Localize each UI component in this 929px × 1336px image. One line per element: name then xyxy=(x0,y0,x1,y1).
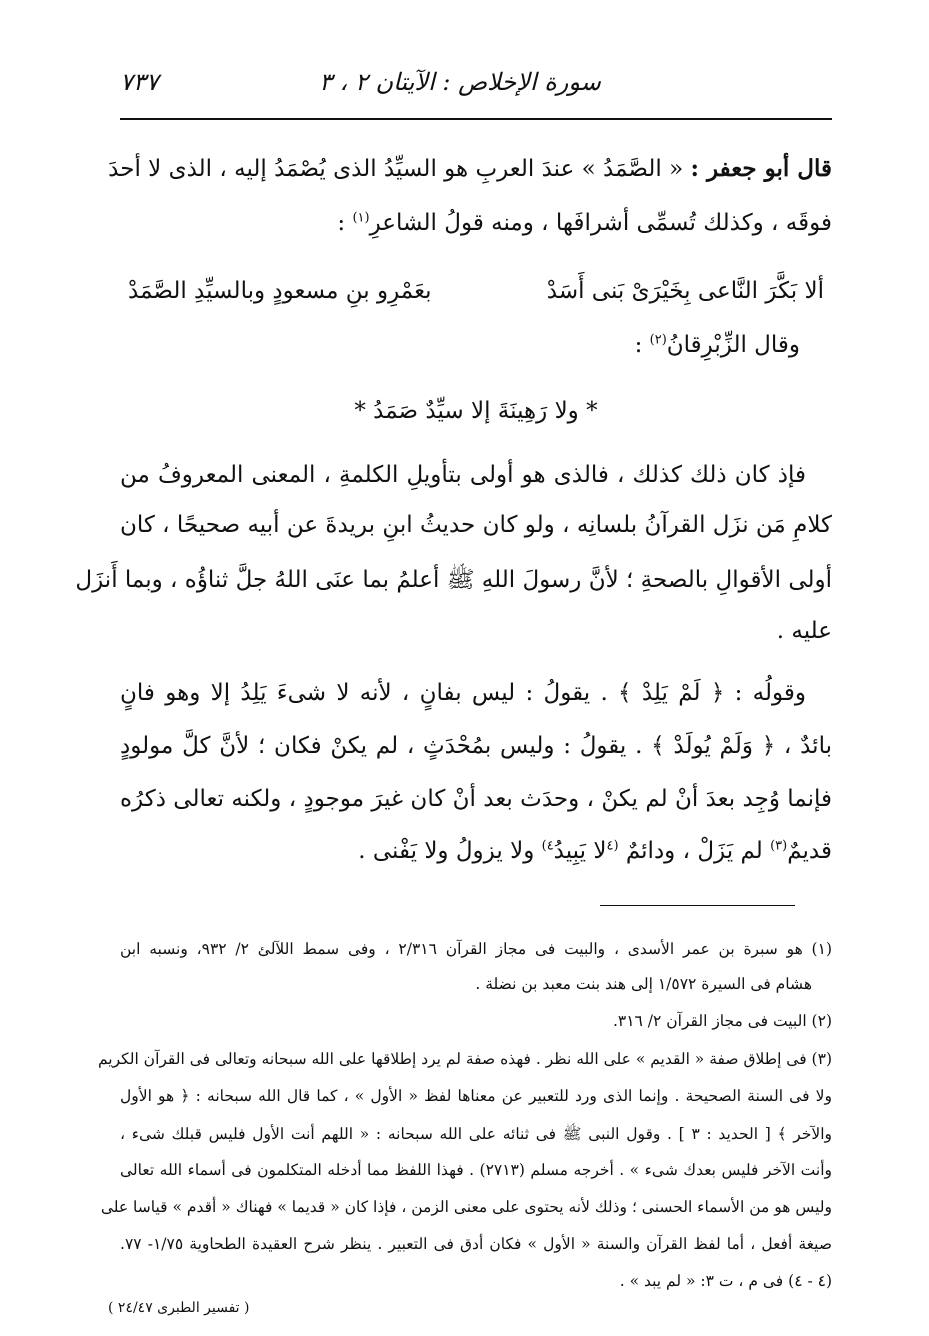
verse-hemistich-second: بعَمْرِو بنِ مسعودٍ وبالسيِّدِ الصَّمَدْ xyxy=(128,278,432,304)
body-line: عليه . xyxy=(776,618,832,644)
footnote-ref: (٣) xyxy=(770,838,788,854)
body-text: وقال الزِّبْرِقانُ xyxy=(666,332,800,358)
verse-hemistich-first: ألا بَكَّرَ النَّاعى بِخَيْرَىْ بَنى أَسَدْ xyxy=(546,278,824,304)
footnote-line: هشام فى السيرة ١/٥٧٢ إلى هند بنت معبد بن نضلة . xyxy=(475,975,812,993)
source-footer: ( تفسير الطبرى ٢٤/٤٧ ) xyxy=(108,1300,250,1316)
footnote-line: صيغة أفعل ، أما لفظ القرآن والسنة « الأول » فكان أدق فى التعبير . ينظر شرح العقيدة الطحاوية ١/٧٥- ٧٧. xyxy=(120,1235,833,1253)
running-header-title: سورة الإخلاص : الآيتان ٢ ، ٣ xyxy=(319,68,601,96)
body-text: : xyxy=(337,210,353,236)
page-number: ٧٣٧ xyxy=(120,68,159,96)
body-line xyxy=(108,155,832,182)
verse-line: * ولا رَهِينَةَ إلا سيِّدٌ صَمَدُ * xyxy=(354,398,598,424)
body-text: لا يَبِيدُ xyxy=(553,838,607,864)
footnote-line: (١) هو سبرة بن عمر الأسدى ، والبيت فى مجاز القرآن ٢/٣١٦ ، وفى سمط اللآلئ ٢/ ٩٣٢، ونسبه ابن xyxy=(120,940,832,958)
body-text: ولا يزولُ ولا يَفْنى . xyxy=(358,838,542,864)
footnote-line: (٣) فى إطلاق صفة « القديم » على الله نظر . فهذه صفة لم يرد إطلاقها على الله سبحانه وتعالى فى القرآن الكريم xyxy=(97,1050,832,1068)
footnote-line: (٤ - ٤) فى م ، ت ٣: « لم يبد » . xyxy=(619,1272,832,1290)
header-rule xyxy=(120,118,832,120)
body-line: كلامِ مَن نزَل القرآنُ بلسانِه ، ولو كان حديثُ ابنِ بريدةَ عن أبيه صحيحًا ، كان xyxy=(120,512,832,538)
footnote-ref: (٤ xyxy=(606,838,619,854)
footnote-ref: (٢) xyxy=(649,332,667,348)
body-line xyxy=(120,332,832,358)
footnote-line: وأنت الآخر فليس بعدك شىء » . أخرجه مسلم (٢٧١٣) . فهذا اللفظ مما أدخله المتكلمون فى أسماء الله تعالى xyxy=(120,1161,832,1179)
body-line: فإنما وُجِد بعدَ أنْ لم يكنْ ، وحدَث بعد أنْ كان غيرَ موجودٍ ، ولكنه تعالى ذكرُه xyxy=(120,786,832,812)
footnote-ref: (١) xyxy=(352,210,370,226)
footnote-line: والآخر ﴾ [ الحديد : ٣ ] . وقول النبى ﷺ فى ثنائه على الله سبحانه : « اللهم أنت الأول فليس قبلك شىء ، xyxy=(120,1125,833,1143)
body-text: فوقَه ، وكذلك تُسمِّى أشرافَها ، ومنه قولُ الشاعرِ xyxy=(369,210,832,236)
body-line xyxy=(120,210,832,236)
body-text: « الصَّمَدُ » عندَ العربِ هو السيِّدُ الذى يُصْمَدُ إليه ، الذى لا أحدَ xyxy=(108,156,684,182)
footnote-rule xyxy=(600,905,795,906)
footnote-line: (٢) البيت فى مجاز القرآن ٢/ ٣١٦. xyxy=(612,1012,832,1030)
footnote-line: وليس هو من الأسماء الحسنى ؛ وذلك لأنه يحتوى على معنى الزمن ، فإذا كان « قديما » فهناك « أقدم » قياسا على xyxy=(100,1198,832,1216)
body-line: وقولُه : ﴿ لَمْ يَلِدْ ﴾ . يقولُ : ليس بفانٍ ، لأنه لا شىءَ يَلِدُ إلا وهو فانٍ xyxy=(120,680,806,706)
body-line xyxy=(120,838,832,864)
footnote-line: ولا فى السنة الصحيحة . وإنما الذى ورد للتعبير عن معناها لفظ « الأول » ، كما قال الله سبحانه : ﴿ هو الأول xyxy=(120,1087,832,1105)
body-text: لم يَزَلْ ، ودائمٌ xyxy=(618,838,771,864)
body-text: : xyxy=(634,332,650,358)
body-line: فإذ كان ذلك كذلك ، فالذى هو أولى بتأويلِ الكلمةِ ، المعنى المعروفُ من xyxy=(120,462,806,488)
body-text: قديمٌ xyxy=(787,838,832,864)
speaker-label: قال أبو جعفر : xyxy=(690,155,832,182)
body-line: بائدٌ ، ﴿ وَلَمْ يُولَدْ ﴾ . يقولُ : وليس بمُحْدَثٍ ، لم يكنْ فكان ؛ لأنَّ كلَّ مولودٍ xyxy=(120,733,832,759)
body-line: أولى الأقوالِ بالصحةِ ؛ لأنَّ رسولَ اللهِ ﷺ أعلمُ بما عنَى اللهُ جلَّ ثناؤُه ، وبما أَنزَل xyxy=(75,567,832,593)
footnote-ref: ٤) xyxy=(541,838,554,854)
